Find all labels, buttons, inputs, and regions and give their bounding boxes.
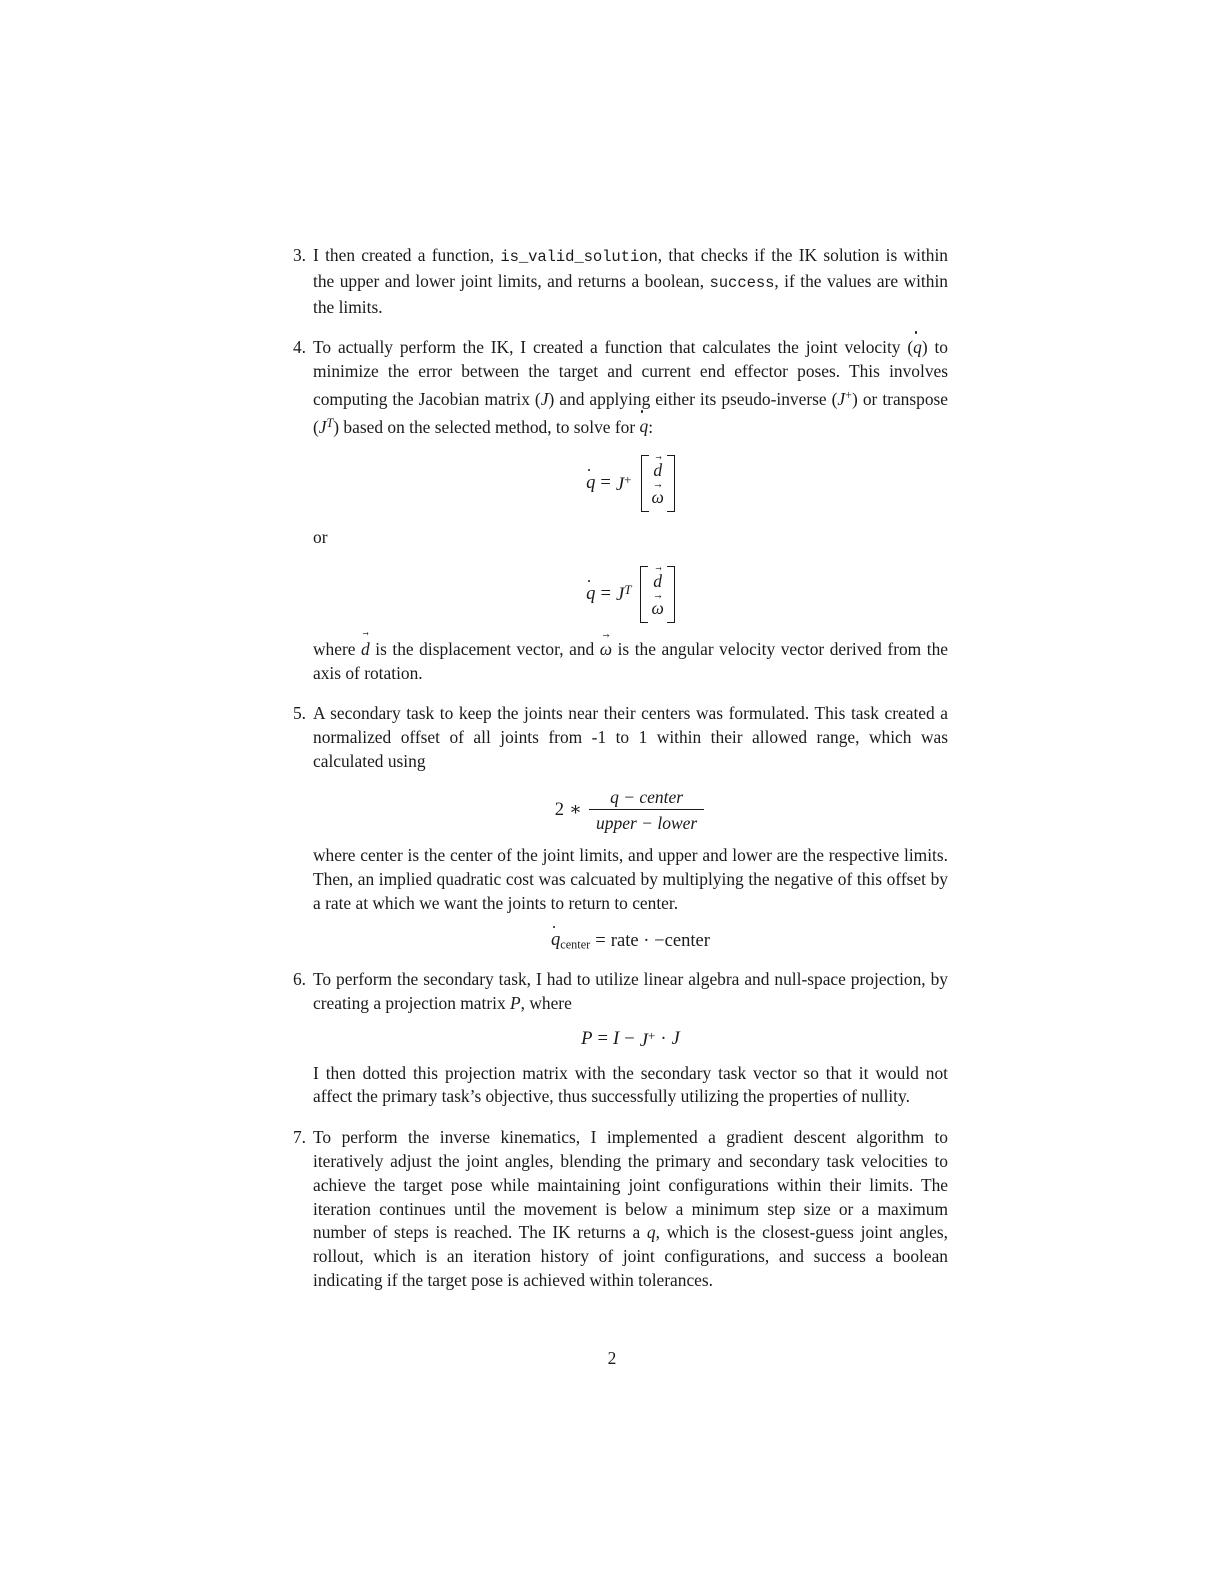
item-3-text-2: , that checks if the IK solution is within the upper and lower joint limits, and returns a boolean, <box>313 245 949 291</box>
item-7-text-1: To perform the inverse kinematics, I implemented a gradient descent algorithm to iteratively adjust the joint angles, blending the primary and secondary task velocities to achieve the target pose while maintaining joint configurations within their limits. The iteration continues until the movement is below a minimum step size or a maximum number of steps is reached. The IK returns a <box>313 1127 948 1243</box>
equation-qdot-pseudoinverse <box>313 455 948 512</box>
projection-minus: − <box>624 1028 635 1050</box>
item-6-text-1: To perform the secondary task, I had to utilize linear algebra and null-space projection, by creating a projection matrix <box>313 969 948 1013</box>
fraction-denominator: upper − lower <box>589 809 704 833</box>
equation-1-vector-omega: ω → <box>652 487 664 507</box>
equation-2-column-vector <box>640 566 674 623</box>
list-item-4 <box>282 336 948 685</box>
item-5-paragraph: A secondary task to keep the joints near their centers was formulated. This task created a normalized offset of all joints from -1 to 1 within their allowed range, which was calculated using <box>313 703 948 772</box>
normalized-offset-fraction <box>589 787 704 833</box>
equation-2-equals: = <box>600 583 611 605</box>
page-number: 2 <box>607 1348 617 1368</box>
item-4-trailing-paragraph <box>313 637 948 686</box>
equation-1-operator-superscript: + <box>624 471 632 487</box>
item-3-paragraph <box>313 244 948 319</box>
equation-1-lhs: q <box>586 472 596 494</box>
list-marker-3: 3. <box>292 245 306 265</box>
item-4-trailing-text-3: is the angular velocity vector derived from the axis of rotation. <box>313 638 948 683</box>
equation-qdot-center <box>313 931 948 951</box>
equation-center-equals: = <box>595 930 606 952</box>
code-success: success <box>709 273 775 292</box>
item-6-paragraph <box>313 968 948 1016</box>
code-is-valid-solution: is_valid_solution <box>500 248 658 266</box>
item-3-text-3: , if the values are within the limits. <box>313 270 948 317</box>
projection-j: J <box>671 1028 680 1050</box>
equation-1-vector-d: d → <box>652 460 664 480</box>
equation-1-column-vector <box>641 455 675 512</box>
numbered-list <box>282 244 948 1293</box>
equation-normalized-offset <box>313 787 948 833</box>
symbol-j-plus-superscript: + <box>845 387 853 402</box>
symbol-q-dot-1: q <box>913 336 922 360</box>
item-7-paragraph <box>313 1126 948 1293</box>
fraction-numerator: q − center <box>610 786 684 807</box>
equation-2-vector-d: d → <box>651 571 663 591</box>
projection-lhs: P <box>581 1028 593 1050</box>
equation-center-lhs-subscript: center <box>560 937 591 952</box>
symbol-vector-omega: ω → <box>600 637 612 662</box>
symbol-projection-matrix: P <box>510 992 521 1013</box>
bracket-left-icon <box>640 566 648 623</box>
projection-dot-operator: · <box>660 1028 667 1050</box>
projection-identity: I <box>613 1028 620 1050</box>
equation-center-rhs: rate · −center <box>610 930 711 952</box>
item-4-text-6: : <box>648 416 654 437</box>
list-item-3 <box>282 244 948 319</box>
item-4-text-3: ) and applying either its pseudo-inverse ( <box>548 388 838 409</box>
symbol-vector-d: d → <box>361 637 370 662</box>
list-marker-4: 4. <box>292 337 306 358</box>
bracket-right-icon <box>667 566 675 623</box>
projection-j-plus-superscript: + <box>648 1027 656 1043</box>
list-marker-6: 6. <box>292 969 306 990</box>
item-4-text-5: ) based on the selected method, to solve for <box>333 416 640 437</box>
equation-2-operator-superscript: T <box>624 582 632 598</box>
symbol-j-transpose-superscript: T <box>326 415 334 430</box>
or-connector: or <box>313 527 328 548</box>
equation-2-lhs: q <box>586 583 596 605</box>
equation-qdot-transpose <box>313 566 948 623</box>
symbol-j-transpose: J <box>318 416 327 437</box>
equation-2-vector-omega: ω → <box>651 598 663 618</box>
item-4-paragraph <box>313 336 948 439</box>
equation-projection-matrix <box>313 1029 948 1051</box>
symbol-jacobian: J <box>540 388 549 409</box>
list-item-7 <box>282 1126 948 1293</box>
item-6-text-2: , where <box>520 992 572 1013</box>
bracket-right-icon <box>667 455 675 512</box>
item-4-trailing-text-1: where <box>313 638 362 659</box>
item-4-text-1: To actually perform the IK, I created a function that calculates the joint velocity ( <box>313 337 914 358</box>
item-5-trailing-paragraph: where center is the center of the joint limits, and upper and lower are the respective limits. Then, an implied quadratic cost was calcuated by multiplying the negative of this offset by a rate at which we want the joints to return to center. <box>313 845 948 913</box>
item-4-trailing-text-2: is the displacement vector, and <box>369 638 600 659</box>
symbol-j-plus: J <box>837 388 846 409</box>
equation-1-equals: = <box>600 472 611 494</box>
item-4-text-4: ) or transpose ( <box>313 388 949 437</box>
fraction-prefix: 2 ∗ <box>554 798 582 820</box>
symbol-q-dot-2: q <box>639 415 648 439</box>
symbol-q: q <box>646 1222 656 1243</box>
item-7-text-2: , which is the closest-guess joint angles, rollout, which is an iteration history of joint configurations, and success a boolean indicating if the target pose is achieved within tolerances. <box>313 1222 948 1290</box>
projection-equals: = <box>597 1028 609 1050</box>
projection-j-plus: J <box>639 1030 648 1051</box>
list-marker-5: 5. <box>292 703 306 724</box>
list-item-5 <box>282 702 948 951</box>
list-item-6 <box>282 968 948 1109</box>
item-3-text-1: I then created a function, <box>313 245 501 265</box>
equation-2-operator: J <box>615 584 625 606</box>
bracket-left-icon <box>641 455 649 512</box>
item-6-trailing-paragraph: I then dotted this projection matrix with the secondary task vector so that it would not affect the primary task’s objective, thus successfully utilizing the properties of nullity. <box>313 1062 948 1107</box>
equation-1-operator: J <box>615 474 625 496</box>
equation-center-lhs: q <box>550 929 561 951</box>
item-4-text-2: ) to minimize the error between the target and current end effector poses. This involves computing the Jacobian matrix ( <box>313 337 948 409</box>
list-marker-7: 7. <box>292 1127 306 1148</box>
page-content <box>282 244 948 1310</box>
